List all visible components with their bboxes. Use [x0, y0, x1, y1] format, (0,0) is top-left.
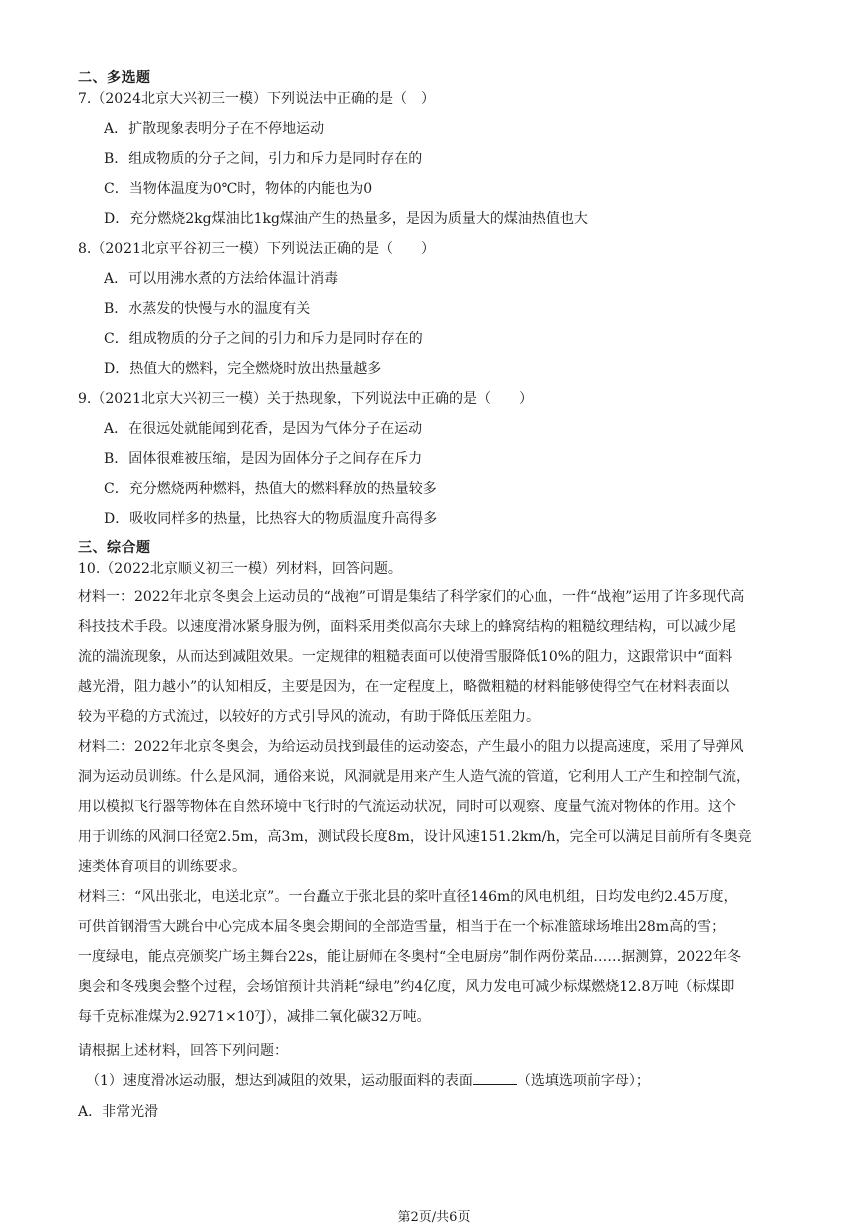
question-7-option-a: A．扩散现象表明分子在不停地运动: [104, 121, 325, 137]
material-one-line: 较为平稳的方式流过，以较好的方式引导风的流动，有助于降低压差阻力。: [78, 709, 540, 725]
material-two-line: 用以模拟飞行器等物体在自然环境中飞行时的气流运动状况，同时可以观察、度量气流对物体的作用。这个: [78, 799, 736, 815]
material-three-line: 一度绿电，能点亮颁奖广场主舞台22s，能让厨师在冬奥村“全电厨房”制作两份菜品……据测算，2022年冬: [78, 949, 741, 965]
material-one-line: 越光滑，阻力越小”的认知相反，主要是因为，在一定程度上，略微粗糙的材料能够使得空气在材料表面以: [78, 679, 730, 695]
question-8-option-d: D．热值大的燃料，完全燃烧时放出热量越多: [104, 361, 382, 377]
material-two-line: 用于训练的风洞口径宽2.5m，高3m，测试段长度8m，设计风速151.2km/h，完全可以满足目前所有冬奥竞: [78, 829, 752, 845]
material-three-line: 可供首钢滑雪大跳台中心完成本届冬奥会期间的全部造雪量，相当于在一个标准篮球场堆出28m高的雪；: [78, 919, 726, 935]
page-footer: 第2页/共6页: [397, 1210, 471, 1225]
question-7-option-b: B．组成物质的分子之间，引力和斥力是同时存在的: [104, 151, 423, 167]
material-one-line: 科技技术手段。以速度滑冰紧身服为例，面料采用类似高尔夫球上的蜂窝结构的粗糙纹理结构，可以减少尾: [78, 619, 736, 635]
material-three-line: 奥会和冬残奥会整个过程，会场馆预计共消耗“绿电”约4亿度，风力发电可减少标煤燃烧12.8万吨（标煤即: [78, 979, 735, 995]
material-one-line: 材料一：2022年北京冬奥会上运动员的“战袍”可谓是集结了科学家们的心血，一件“战袍”运用了许多现代高: [78, 589, 745, 605]
question-10-stem: 10.（2022北京顺义初三一模）列材料，回答问题。: [78, 561, 402, 577]
material-three-paragraph: [78, 882, 796, 1032]
section-heading-comprehensive: 三、综合题: [78, 540, 151, 556]
question-8-stem: 8.（2021北京平谷初三一模）下列说法正确的是（ ）: [78, 241, 435, 257]
question-7-option-d: D．充分燃烧2kg煤油比1kg煤油产生的热量多，是因为质量大的煤油热值也大: [104, 211, 588, 227]
question-9-stem: 9.（2021北京大兴初三一模）关于热现象，下列说法中正确的是（ ）: [78, 391, 533, 407]
question-9-option-c: C．充分燃烧两种燃料，热值大的燃料释放的热量较多: [104, 481, 437, 497]
question-7-stem: 7.（2024北京大兴初三一模）下列说法中正确的是（ ）: [78, 91, 435, 107]
material-two-line: 速类体育项目的训练要求。: [78, 859, 246, 875]
sub-question-1-option-a: A．非常光滑: [78, 1104, 159, 1120]
sub-question-1: [86, 1070, 650, 1090]
material-two-line: 洞为运动员训练。什么是风洞，通俗来说，风洞就是用来产生人造气流的管道，它利用人工产生和控制气流，: [78, 769, 750, 785]
answer-blank[interactable]: [473, 1072, 517, 1085]
question-9-option-a: A．在很远处就能闻到花香，是因为气体分子在运动: [104, 421, 423, 437]
sub-question-1-suffix: （选填选项前字母）；: [516, 1073, 650, 1089]
question-9-option-b: B．固体很难被压缩，是因为固体分子之间存在斥力: [104, 451, 423, 467]
material-three-line: 每千克标准煤为2.9271×10⁷J），减排二氧化碳32万吨。: [78, 1009, 431, 1025]
answer-prompt: 请根据上述材料，回答下列问题：: [78, 1043, 288, 1059]
question-9-option-d: D．吸收同样多的热量，比热容大的物质温度升高得多: [104, 511, 438, 527]
material-two-line: 材料二：2022年北京冬奥会，为给运动员找到最佳的运动姿态，产生最小的阻力以提高速度，采用了导弹风: [78, 739, 744, 755]
question-7-option-c: C．当物体温度为0℃时，物体的内能也为0: [104, 181, 373, 197]
material-two-paragraph: [78, 732, 796, 882]
material-one-paragraph: [78, 582, 796, 732]
material-three-line: 材料三：“风出张北，电送北京”。一台矗立于张北县的桨叶直径146m的风电机组，日均发电约2.45万度，: [78, 889, 738, 905]
sub-question-1-text: （1）速度滑冰运动服，想达到减阻的效果，运动服面料的表面: [86, 1073, 473, 1089]
question-8-option-a: A．可以用沸水煮的方法给体温计消毒: [104, 271, 339, 287]
question-8-option-c: C．组成物质的分子之间的引力和斥力是同时存在的: [104, 331, 423, 347]
material-one-line: 流的湍流现象，从而达到减阻效果。一定规律的粗糙表面可以使滑雪服降低10%的阻力，这跟常识中“面料: [78, 649, 733, 665]
question-8-option-b: B．水蒸发的快慢与水的温度有关: [104, 301, 311, 317]
section-heading-multiple-choice: 二、多选题: [78, 70, 151, 86]
